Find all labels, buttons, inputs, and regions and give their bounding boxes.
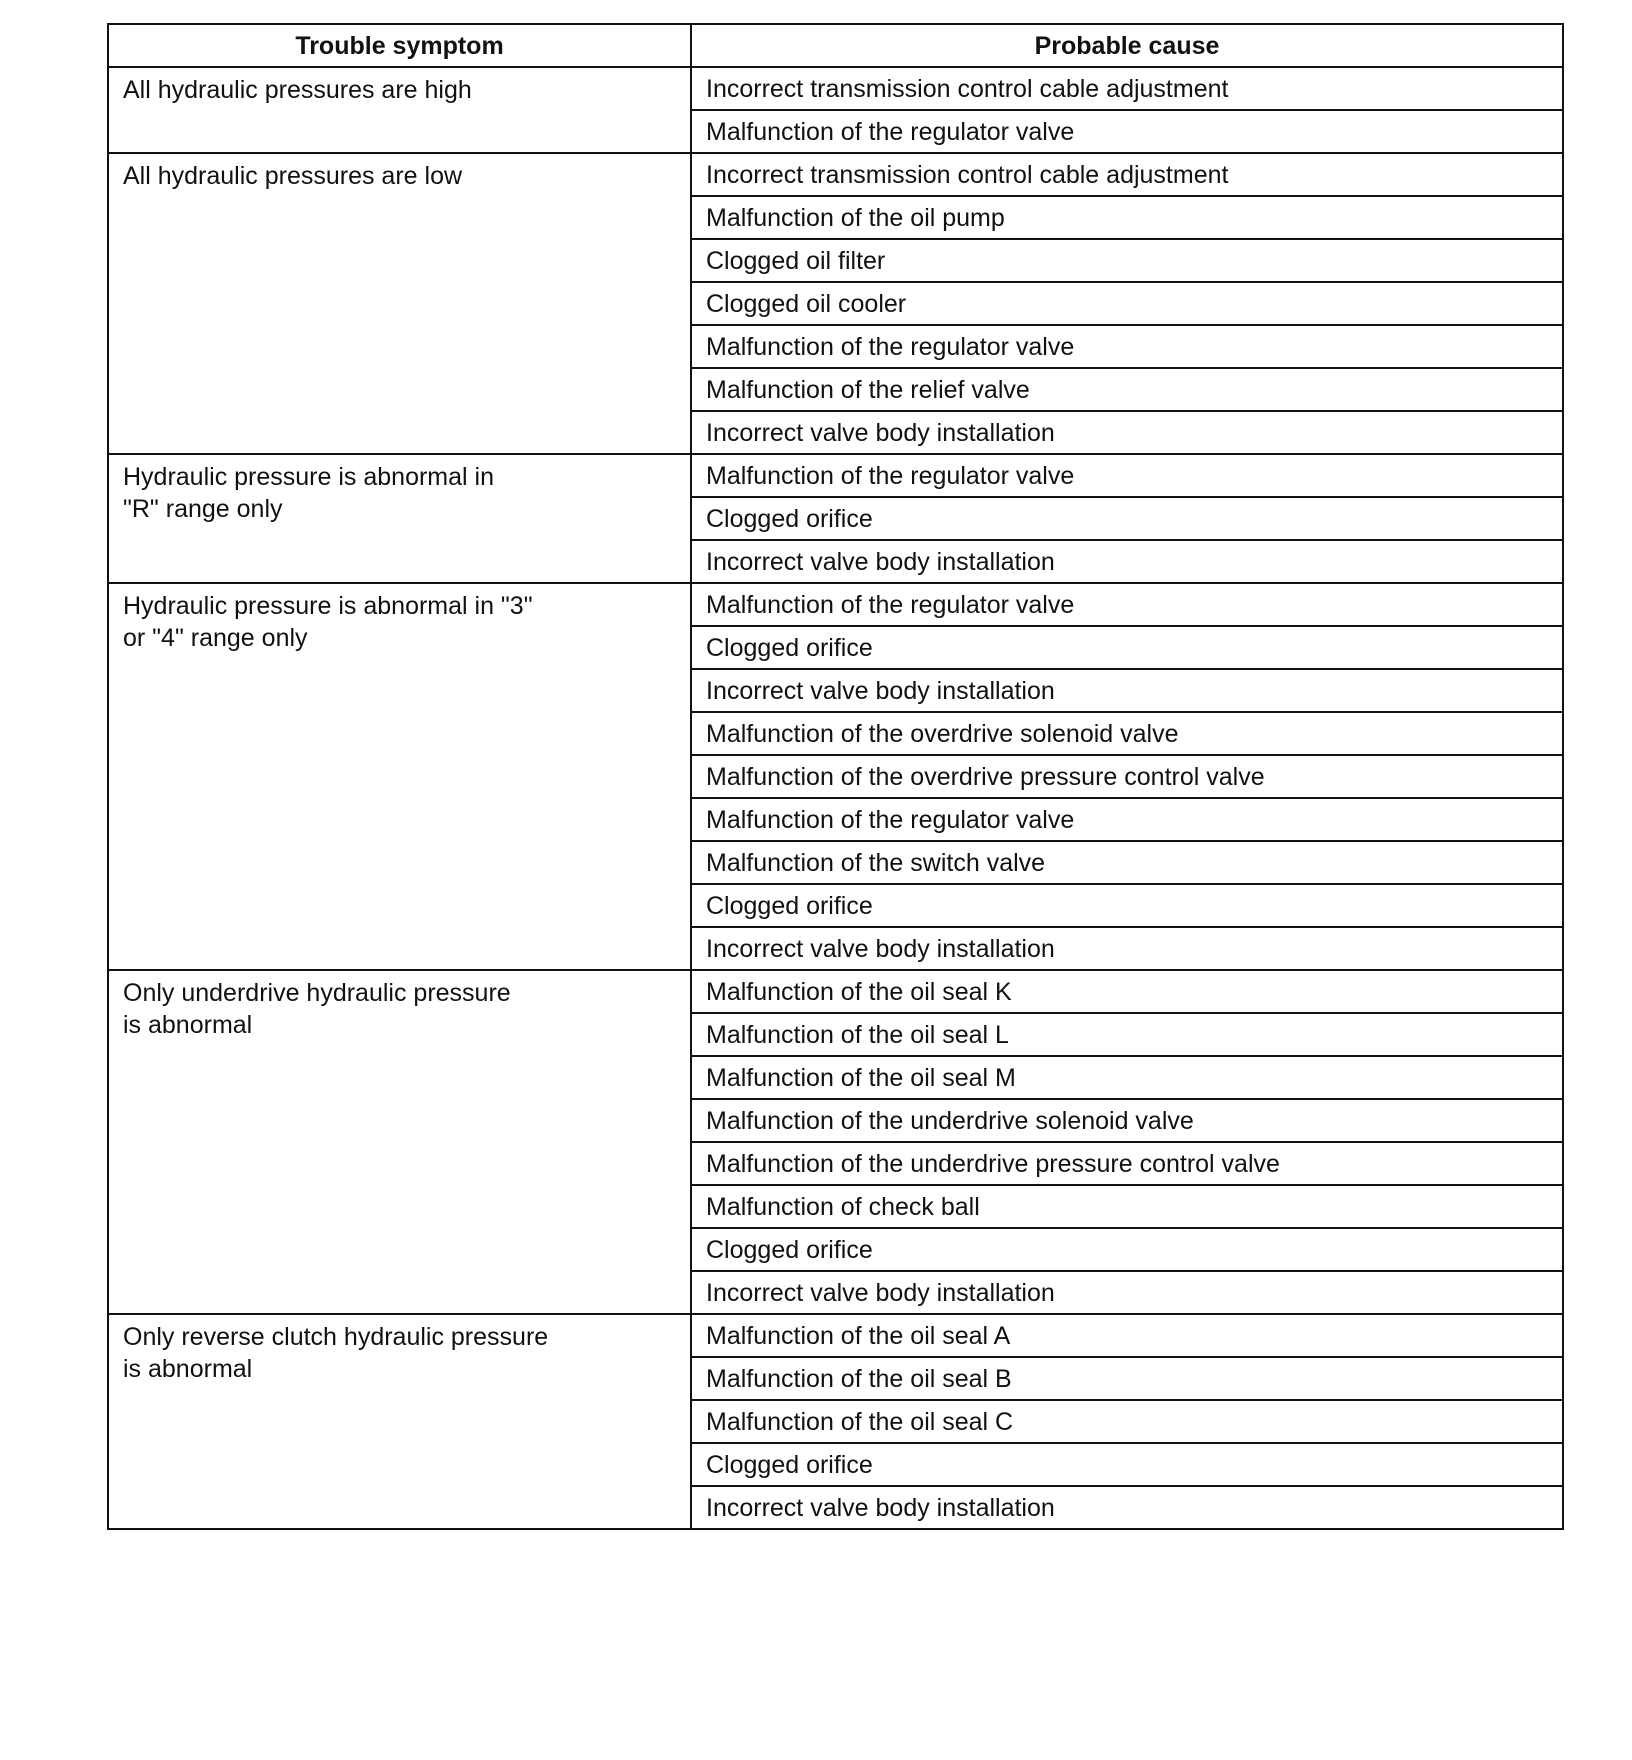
probable-cause-cell: Malfunction of the oil seal C <box>691 1400 1563 1443</box>
table-row <box>108 454 1563 497</box>
trouble-symptom-line: "R" range only <box>123 495 283 523</box>
probable-cause-cell: Incorrect valve body installation <box>691 669 1563 712</box>
probable-cause-cell: Malfunction of the overdrive solenoid valve <box>691 712 1563 755</box>
probable-cause-cell: Malfunction of the relief valve <box>691 368 1563 411</box>
probable-cause-cell: Clogged oil cooler <box>691 282 1563 325</box>
probable-cause-cell: Malfunction of the oil seal K <box>691 970 1563 1013</box>
probable-cause-cell: Malfunction of the regulator valve <box>691 583 1563 626</box>
probable-cause-cell: Malfunction of the oil pump <box>691 196 1563 239</box>
probable-cause-cell: Malfunction of check ball <box>691 1185 1563 1228</box>
probable-cause-cell: Malfunction of the oil seal L <box>691 1013 1563 1056</box>
probable-cause-cell: Clogged orifice <box>691 497 1563 540</box>
probable-cause-cell: Malfunction of the regulator valve <box>691 110 1563 153</box>
probable-cause-cell: Malfunction of the underdrive solenoid valve <box>691 1099 1563 1142</box>
probable-cause-cell: Clogged orifice <box>691 1228 1563 1271</box>
header-trouble-symptom: Trouble symptom <box>108 24 691 67</box>
table-row <box>108 583 1563 626</box>
table-header <box>108 24 1563 67</box>
probable-cause-cell: Incorrect valve body installation <box>691 540 1563 583</box>
probable-cause-cell: Incorrect valve body installation <box>691 927 1563 970</box>
trouble-symptom-cell <box>108 454 691 583</box>
trouble-symptom-line: Hydraulic pressure is abnormal in "3" <box>123 592 533 620</box>
probable-cause-cell: Malfunction of the oil seal M <box>691 1056 1563 1099</box>
trouble-symptom-cell <box>108 970 691 1314</box>
trouble-symptom-line: or "4" range only <box>123 624 308 652</box>
probable-cause-cell: Malfunction of the regulator valve <box>691 454 1563 497</box>
probable-cause-cell: Incorrect valve body installation <box>691 1486 1563 1529</box>
probable-cause-cell: Malfunction of the switch valve <box>691 841 1563 884</box>
trouble-symptom-cell <box>108 583 691 970</box>
table-row <box>108 1314 1563 1357</box>
table-body <box>108 67 1563 1529</box>
table-row <box>108 970 1563 1013</box>
probable-cause-cell: Incorrect valve body installation <box>691 1271 1563 1314</box>
table-row <box>108 67 1563 110</box>
trouble-symptom-line: Only underdrive hydraulic pressure <box>123 979 511 1007</box>
trouble-symptom-line: All hydraulic pressures are high <box>123 76 472 104</box>
probable-cause-cell: Malfunction of the oil seal B <box>691 1357 1563 1400</box>
probable-cause-cell: Malfunction of the overdrive pressure control valve <box>691 755 1563 798</box>
probable-cause-cell: Clogged orifice <box>691 1443 1563 1486</box>
probable-cause-cell: Clogged orifice <box>691 626 1563 669</box>
trouble-symptom-line: is abnormal <box>123 1355 253 1383</box>
troubleshooting-table <box>107 23 1564 1530</box>
probable-cause-cell: Incorrect transmission control cable adjustment <box>691 153 1563 196</box>
trouble-symptom-line: Hydraulic pressure is abnormal in <box>123 463 494 491</box>
probable-cause-cell: Malfunction of the oil seal A <box>691 1314 1563 1357</box>
trouble-symptom-cell <box>108 153 691 454</box>
trouble-symptom-line: All hydraulic pressures are low <box>123 162 463 190</box>
probable-cause-cell: Malfunction of the regulator valve <box>691 798 1563 841</box>
header-row <box>108 24 1563 67</box>
table-row <box>108 153 1563 196</box>
trouble-symptom-cell <box>108 1314 691 1529</box>
probable-cause-cell: Incorrect valve body installation <box>691 411 1563 454</box>
probable-cause-cell: Clogged oil filter <box>691 239 1563 282</box>
probable-cause-cell: Incorrect transmission control cable adjustment <box>691 67 1563 110</box>
probable-cause-cell: Clogged orifice <box>691 884 1563 927</box>
trouble-symptom-line: Only reverse clutch hydraulic pressure <box>123 1323 549 1351</box>
trouble-symptom-cell <box>108 67 691 153</box>
header-probable-cause: Probable cause <box>691 24 1563 67</box>
probable-cause-cell: Malfunction of the underdrive pressure control valve <box>691 1142 1563 1185</box>
probable-cause-cell: Malfunction of the regulator valve <box>691 325 1563 368</box>
trouble-symptom-line: is abnormal <box>123 1011 253 1039</box>
